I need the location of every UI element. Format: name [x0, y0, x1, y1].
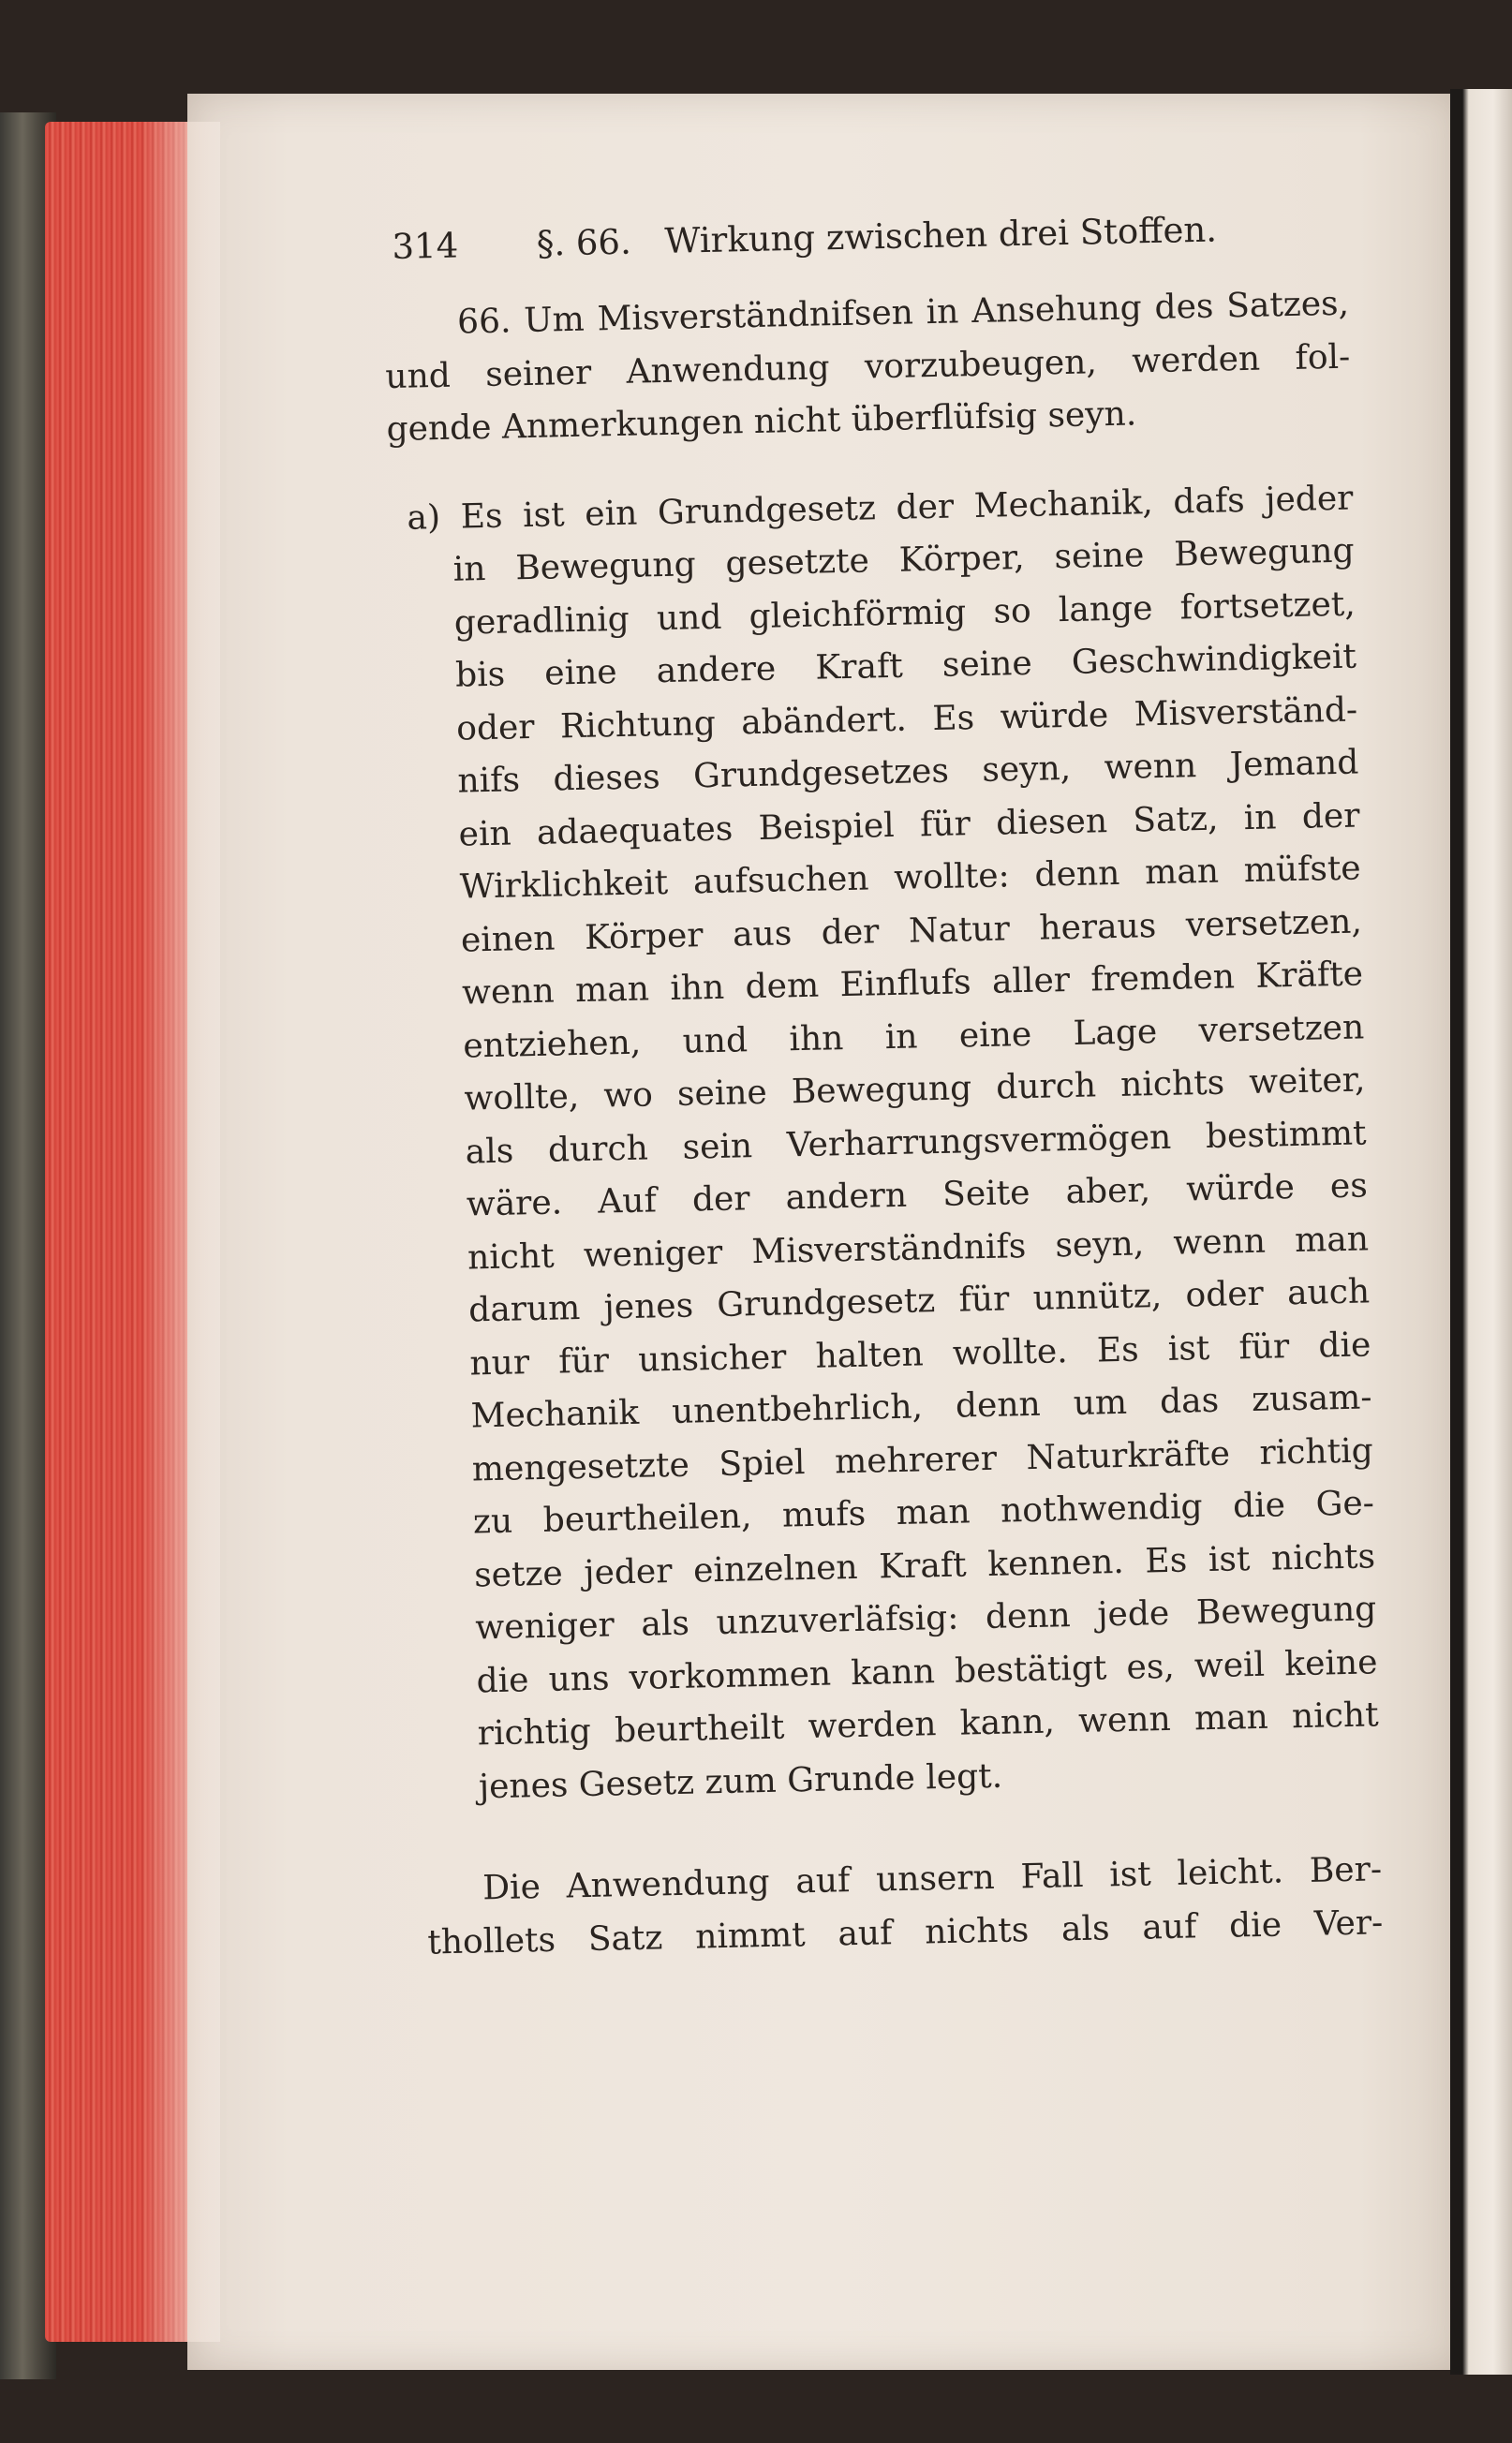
- text-line: gende Anmerkungen nicht überflüfsig seyn.: [386, 394, 1137, 450]
- text-line: wäre. Auf der andern Seite aber, würde es: [466, 1166, 1369, 1224]
- text-line: 66. Um Misverständnifsen in Ansehung des Satzes,: [456, 284, 1350, 342]
- text-line: Die Anwendung auf unsern Fall ist leicht. Ber-: [482, 1850, 1383, 1908]
- paragraph-application: [426, 1843, 1384, 1969]
- paragraph-66: [384, 278, 1352, 457]
- text-line: wollte, wo seine Bewegung durch nichts weiter,: [464, 1060, 1366, 1118]
- next-page-sliver: [1450, 89, 1512, 2375]
- text-line: setze jeder einzelnen Kraft kennen. Es ist nichts: [473, 1536, 1376, 1594]
- text-line: die uns vorkommen kann bestätigt es, weil keine: [476, 1642, 1378, 1700]
- text-line: oder Richtung abändert. Es würde Misverständ-: [455, 690, 1358, 748]
- text-line: weniger als unzuverläfsig: denn jede Bewegung: [474, 1590, 1377, 1648]
- page-edge-shade: [141, 122, 220, 2342]
- text-line: zu beurtheilen, mufs man nothwendig die Ge-: [472, 1484, 1375, 1542]
- text-line: nifs dieses Grundgesetzes seyn, wenn Jemand: [457, 743, 1359, 801]
- page-text: [384, 205, 1384, 1970]
- text-line: als durch sein Verharrungsvermögen bestimmt: [465, 1113, 1367, 1172]
- item-a: [397, 472, 1380, 1815]
- text-line: thollets Satz nimmt auf nichts als auf die Ver-: [426, 1903, 1384, 1962]
- text-line: nicht weniger Misverständnifs seyn, wenn man: [467, 1219, 1370, 1278]
- text-line: geradlinig und gleichförmig so lange fortsetzet,: [453, 585, 1356, 643]
- text-line: richtig beurtheilt werden kann, wenn man nicht: [477, 1695, 1379, 1754]
- running-title: Wirkung zwischen drei Stoffen.: [664, 209, 1218, 261]
- text-line: nur für unsicher halten wollte. Es ist für die: [469, 1325, 1371, 1384]
- text-line: darum jenes Grundgesetz für unnütz, oder auch: [467, 1272, 1371, 1330]
- section-number: §. 66.: [536, 221, 632, 264]
- text-line: wenn man ihn dem Einflufs aller fremden Kräfte: [461, 955, 1364, 1013]
- text-line: entziehen, und ihn in eine Lage versetzen: [462, 1007, 1365, 1066]
- text-line: mengesetzte Spiel mehrerer Naturkräfte richtig: [471, 1430, 1374, 1488]
- text-line: a) Es ist ein Grundgesetz der Mechanik, dafs jeder: [407, 479, 1354, 538]
- page-number: 314: [392, 225, 459, 267]
- text-line: jenes Gesetz zum Grunde legt.: [478, 1756, 1003, 1806]
- text-line: und seiner Anwendung vorzubeugen, werden fol-: [384, 337, 1351, 396]
- text-line: in Bewegung gesetzte Körper, seine Bewegung: [452, 531, 1355, 589]
- text-line: ein adaequates Beispiel für diesen Satz, in der: [458, 796, 1360, 854]
- text-line: Mechanik unentbehrlich, denn um das zusam-: [470, 1378, 1372, 1436]
- text-line: einen Körper aus der Natur heraus versetzen,: [460, 901, 1363, 960]
- text-line: bis eine andere Kraft seine Geschwindigkeit: [454, 637, 1357, 695]
- text-line: Wirklichkeit aufsuchen wollte: denn man müfste: [459, 849, 1362, 907]
